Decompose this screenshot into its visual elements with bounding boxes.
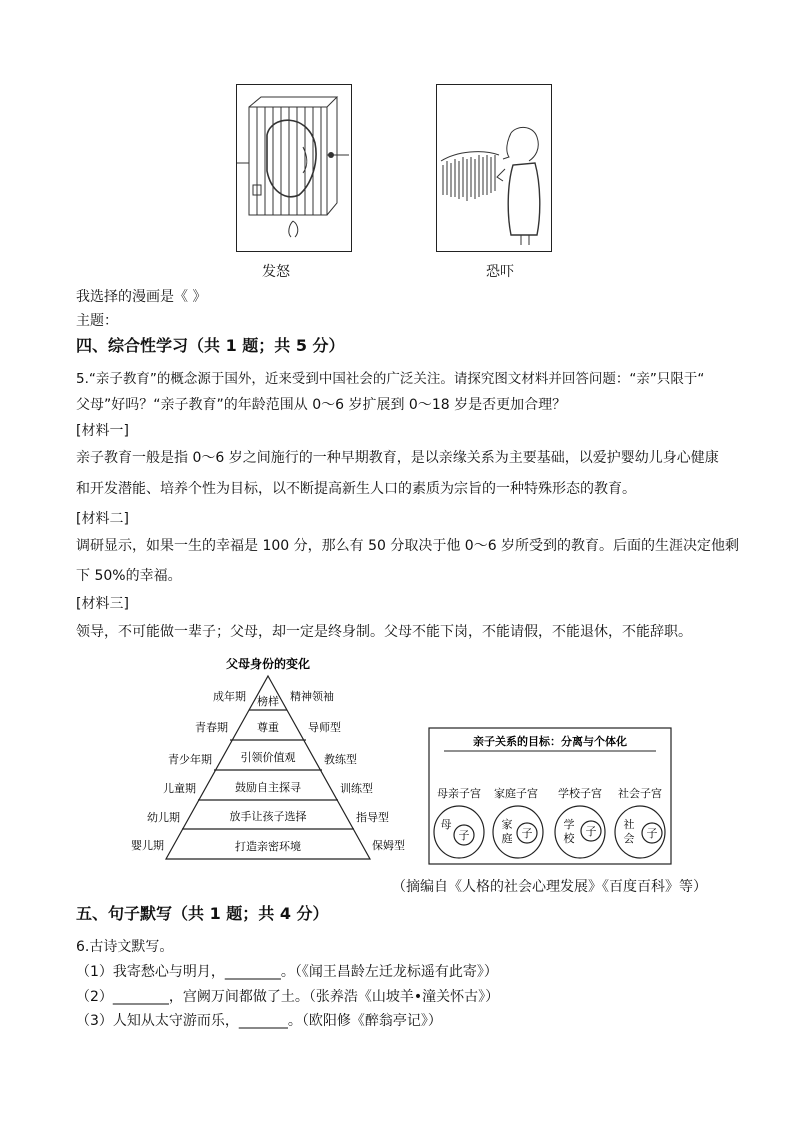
cartoon-intimidation-drawing: [437, 85, 551, 251]
pyramid-stage-1: 成年期: [213, 690, 246, 703]
section4-heading: 四、综合性学习（共 1 题；共 5 分）: [76, 336, 345, 355]
pyramid-level-2: 尊重: [257, 721, 279, 734]
pyramid-level-6: 打造亲密环境: [235, 840, 301, 853]
palace-outer-3a: 学: [563, 818, 575, 831]
palace-inner-3: 子: [585, 825, 597, 838]
pyramid-role-4: 训练型: [340, 782, 373, 795]
material3-line1: 领导，不可能做一辈子；父母，却一定是终身制。父母不能下岗，不能请假，不能退休，不能辞职。: [76, 624, 692, 640]
q6-prompt: 6.古诗文默写。: [76, 939, 174, 955]
pyramid-role-6: 保姆型: [372, 839, 405, 852]
q5-prompt-line2: 父母”好吗？“亲子教育”的年龄范围从 0～6 岁扩展到 0～18 岁是否更加合理？: [76, 397, 567, 413]
pyramid-stage-5: 幼儿期: [147, 811, 180, 824]
palace-name-3: 学校子宫: [558, 787, 602, 800]
pyramid-level-5: 放手让孩子选择: [229, 810, 307, 823]
cartoon-anger-drawing: [237, 85, 351, 251]
palace-outer-1: 母: [440, 818, 452, 831]
pyramid-stage-6: 婴儿期: [131, 839, 164, 852]
palace-inner-4: 子: [646, 827, 658, 840]
pyramid-level-1: 榜样: [257, 695, 279, 708]
pyramid-role-1: 精神领袖: [290, 690, 334, 703]
palace-inner-1: 子: [458, 829, 470, 842]
cartoon-caption-intimidation: 恐吓: [486, 264, 514, 280]
material2-line1: 调研显示，如果一生的幸福是 100 分，那么有 50 分取决于他 0～6 岁所受到的教育。后面的生涯决定他剩: [76, 538, 740, 554]
material1-line2: 和开发潜能、培养个性为目标，以不断提高新生人口的素质为宗旨的一种特殊形态的教育。: [76, 481, 636, 497]
pyramid-level-3: 引领价值观: [240, 751, 296, 764]
q4-choice-line: 我选择的漫画是《 》: [76, 289, 207, 305]
palace-name-2: 家庭子宫: [494, 787, 538, 800]
material2-line2: 下 50%的幸福。: [76, 568, 182, 584]
pyramid-role-3: 教练型: [324, 753, 357, 766]
palace-outer-2b: 庭: [501, 832, 513, 845]
palace-outer-4b: 会: [623, 832, 635, 845]
pyramid-role-2: 导师型: [308, 721, 341, 734]
cartoon-anger: [236, 84, 352, 252]
pyramid-title: 父母身份的变化: [225, 657, 311, 671]
goal-title: 亲子关系的目标：分离与个体化: [473, 735, 627, 748]
pyramid-level-4: 鼓励自主探寻: [235, 781, 301, 794]
palace-name-1: 母亲子宫: [437, 787, 481, 800]
section5-heading: 五、句子默写（共 1 题；共 4 分）: [76, 904, 329, 923]
pyramid-stage-4: 儿童期: [163, 782, 196, 795]
q6-line3: （3）人知从太守游而乐，_______。（欧阳修《醉翁亭记》）: [76, 1013, 442, 1029]
cartoon-intimidation: [436, 84, 552, 252]
material2-label: [材料二]: [76, 511, 129, 527]
separation-goal-diagram: [428, 727, 672, 865]
source-note: （摘编自《人格的社会心理发展》《百度百科》等）: [392, 879, 707, 895]
q6-line1: （1）我寄愁心与明月，________。（《闻王昌龄左迁龙标遥有此寄》）: [76, 964, 498, 980]
q4-theme-line: 主题：: [76, 313, 118, 329]
material1-label: [材料一]: [76, 423, 129, 439]
pyramid-stage-2: 青春期: [195, 721, 228, 734]
q6-line2: （2）________，宫阙万间都做了土。（张养浩《山坡羊•潼关怀古》）: [76, 989, 500, 1005]
palace-name-4: 社会子宫: [618, 787, 662, 800]
material1-line1: 亲子教育一般是指 0～6 岁之间施行的一种早期教育，是以亲缘关系为主要基础，以爱护婴幼儿身心健康: [76, 450, 719, 466]
palace-outer-2a: 家: [501, 818, 513, 831]
palace-outer-4a: 社: [623, 818, 635, 831]
q5-prompt-line1: 5.“亲子教育”的概念源于国外，近来受到中国社会的广泛关注。请探究图文材料并回答问题：“亲”只限于“: [76, 371, 705, 387]
cartoon-caption-anger: 发怒: [262, 264, 290, 280]
pyramid-role-5: 指导型: [356, 811, 389, 824]
pyramid-stage-3: 青少年期: [168, 753, 212, 766]
parent-role-pyramid: [110, 654, 420, 869]
palace-outer-3b: 校: [563, 832, 575, 845]
palace-inner-2: 子: [521, 827, 533, 840]
material3-label: [材料三]: [76, 596, 129, 612]
